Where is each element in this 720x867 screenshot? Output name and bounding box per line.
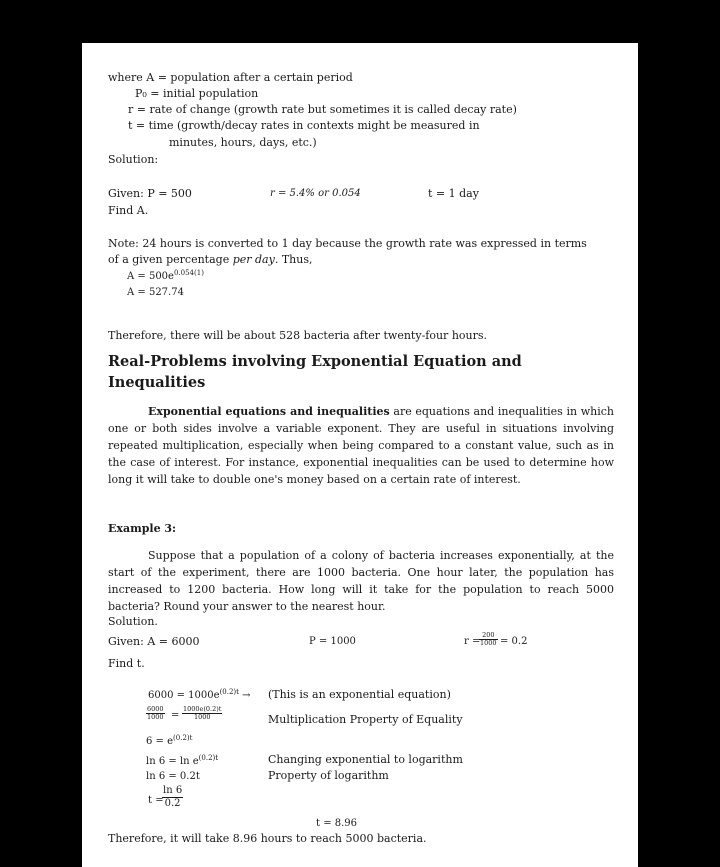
step-6-fraction: $\frac{\ln 6}{0.2}$ xyxy=(163,785,183,809)
section-title-line-1: Real-Problems involving Exponential Equation and xyxy=(108,353,522,370)
definition-t-cont: minutes, hours, days, etc.) xyxy=(169,136,317,149)
solution-label: Solution: xyxy=(108,153,159,166)
given-t: t = 1 day xyxy=(428,187,479,200)
note-line-2: of a given percentage per day. Thus, xyxy=(108,253,313,266)
conclusion-2: Therefore, it will take 8.96 hours to reach 5000 bacteria. xyxy=(108,832,427,845)
result: t = 8.96 xyxy=(316,818,358,829)
given-r: r = 5.4% or 0.054 xyxy=(270,188,361,199)
step-2-right-fraction: $\frac{1000e(0.2)t}{1000}$ xyxy=(183,705,222,721)
step-2-equals: = xyxy=(171,710,180,721)
given-p-2: P = 1000 xyxy=(309,636,356,647)
step-1-equation: $6000 = 1000e^{(0.2)t}$ → xyxy=(148,688,251,701)
given-p: Given: P = 500 xyxy=(108,187,192,200)
document-page xyxy=(82,43,638,867)
example-heading: Example 3: xyxy=(108,522,177,535)
definition-r: r = rate of change (growth rate but sometimes it is called decay rate) xyxy=(128,103,517,116)
conclusion-1: Therefore, there will be about 528 bacteria after twenty-four hours. xyxy=(108,329,488,342)
definition-a: where A = population after a certain period xyxy=(108,71,353,84)
step-3-equation: $6 = e^{(0.2)t}$ xyxy=(146,734,193,747)
step-4-equation: $\ln 6 = \ln e^{(0.2)t}$ xyxy=(146,754,219,767)
step-6-lhs: t = xyxy=(148,795,164,806)
section-paragraph: Exponential equations and inequalities are equations and inequalities in which one or both sides involve a variable exponent. They are useful in situations involving repeated multiplication, especially when being compared to a constant value, such as in the case of interest. For instance, exponential inequalities can be used to determine how long it will take to double one's money based on a certain rate of interest. xyxy=(108,405,614,486)
step-2-left-fraction: $\frac{6000}{1000}$ xyxy=(147,705,164,721)
equation-a-1: $A = 500e^{0.054(1)}$ xyxy=(127,269,204,282)
find-t: Find t. xyxy=(108,657,145,670)
given-a: Given: A = 6000 xyxy=(108,635,200,648)
equation-a-2: A = 527.74 xyxy=(127,287,184,298)
solution-label-2: Solution. xyxy=(108,615,158,628)
note-line-1: Note: 24 hours is converted to 1 day because the growth rate was expressed in terms xyxy=(108,237,587,250)
section-title-line-2: Inequalities xyxy=(108,374,206,391)
step-4-note: Changing exponential to logarithm xyxy=(268,753,463,766)
step-5-note: Property of logarithm xyxy=(268,769,389,782)
definition-t: t = time (growth/decay rates in contexts might be measured in xyxy=(128,119,480,132)
given-r-value: = 0.2 xyxy=(500,636,528,647)
step-2-note: Multiplication Property of Equality xyxy=(268,713,463,726)
step-1-note: (This is an exponential equation) xyxy=(268,688,451,701)
step-5-equation: ln 6 = 0.2t xyxy=(146,771,200,782)
example-problem: Suppose that a population of a colony of bacteria increases exponentially, at the start of the experiment, there are 1000 bacteria. One hour later, the population has increased to 1200 bacteria. How long will it take for the population to reach 5000 bacteria? Round your answer to the nearest hour. xyxy=(108,549,614,613)
find-a: Find A. xyxy=(108,204,149,217)
given-r-label: r = xyxy=(464,636,481,647)
definition-p0: P₀ = initial population xyxy=(135,87,259,100)
given-r-fraction: $\frac{200}{1000}$ xyxy=(480,631,497,647)
